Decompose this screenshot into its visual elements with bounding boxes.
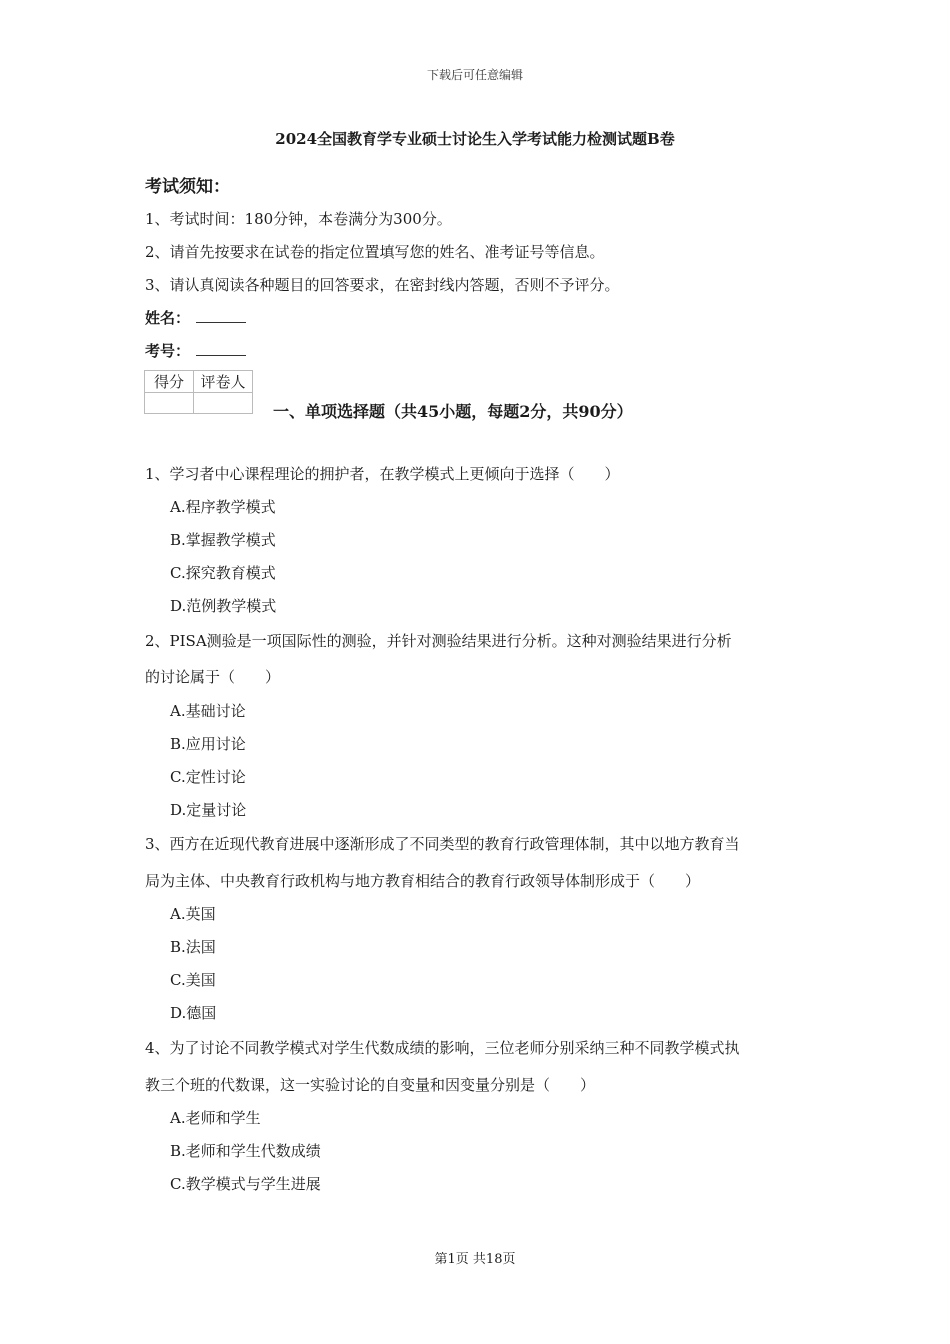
question-1-option-c[interactable]: C.探究教育模式 — [170, 564, 276, 582]
number-blank[interactable] — [196, 341, 246, 356]
question-1-text: 1、学习者中心课程理论的拥护者，在教学模式上更倾向于选择（ ） — [145, 465, 620, 483]
notice-item: 1、考试时间：180分钟，本卷满分为300分。 — [145, 210, 452, 228]
question-4-option-a[interactable]: A.老师和学生 — [170, 1109, 261, 1127]
question-3-option-a[interactable]: A.英国 — [170, 905, 216, 923]
question-4-option-b[interactable]: B.老师和学生代数成绩 — [170, 1142, 321, 1160]
question-2-option-a[interactable]: A.基础讨论 — [170, 702, 246, 720]
question-4-text: 4、为了讨论不同教学模式对学生代数成绩的影响，三位老师分别采纳三种不同教学模式执 — [145, 1039, 740, 1057]
score-table — [144, 370, 253, 414]
score-cell[interactable] — [145, 393, 194, 414]
number-field[interactable] — [145, 340, 246, 361]
number-label: 考号： — [145, 342, 191, 360]
notice-heading: 考试须知： — [145, 177, 230, 197]
question-2-option-b[interactable]: B.应用讨论 — [170, 735, 246, 753]
question-3-option-b[interactable]: B.法国 — [170, 938, 216, 956]
name-blank[interactable] — [196, 308, 246, 323]
question-3-option-d[interactable]: D.德国 — [170, 1004, 217, 1022]
question-1-option-b[interactable]: B.掌握教学模式 — [170, 531, 276, 549]
name-label: 姓名： — [145, 309, 191, 327]
section-heading: 一、单项选择题（共45小题，每题2分，共90分） — [273, 402, 633, 421]
header-note: 下载后可任意编辑 — [426, 68, 523, 82]
question-2-text: 2、PISA测验是一项国际性的测验，并针对测验结果进行分析。这种对测验结果进行分析 — [145, 632, 732, 650]
document-title: 2024全国教育学专业硕士讨论生入学考试能力检测试题B卷 — [275, 130, 675, 148]
question-3-text: 3、西方在近现代教育进展中逐渐形成了不同类型的教育行政管理体制，其中以地方教育当 — [145, 835, 740, 853]
question-1-option-a[interactable]: A.程序教学模式 — [170, 498, 276, 516]
question-4-option-c[interactable]: C.教学模式与学生进展 — [170, 1175, 321, 1193]
question-3-text-cont: 局为主体、中央教育行政机构与地方教育相结合的教育行政领导体制形成于（ ） — [145, 872, 701, 890]
grader-header: 评卷人 — [194, 371, 253, 393]
name-field[interactable] — [145, 307, 246, 328]
question-1-option-d[interactable]: D.范例教学模式 — [170, 597, 277, 615]
score-header: 得分 — [145, 371, 194, 393]
question-3-option-c[interactable]: C.美国 — [170, 971, 216, 989]
notice-item: 2、请首先按要求在试卷的指定位置填写您的姓名、准考证号等信息。 — [145, 243, 605, 261]
question-2-option-c[interactable]: C.定性讨论 — [170, 768, 246, 786]
question-4-text-cont: 教三个班的代数课，这一实验讨论的自变量和因变量分别是（ ） — [145, 1076, 596, 1094]
notice-item: 3、请认真阅读各种题目的回答要求，在密封线内答题，否则不予评分。 — [145, 276, 620, 294]
question-2-text-cont: 的讨论属于（ ） — [145, 668, 281, 686]
grader-cell[interactable] — [194, 393, 253, 414]
question-2-option-d[interactable]: D.定量讨论 — [170, 801, 247, 819]
page-number: 第1页 共18页 — [434, 1252, 516, 1267]
